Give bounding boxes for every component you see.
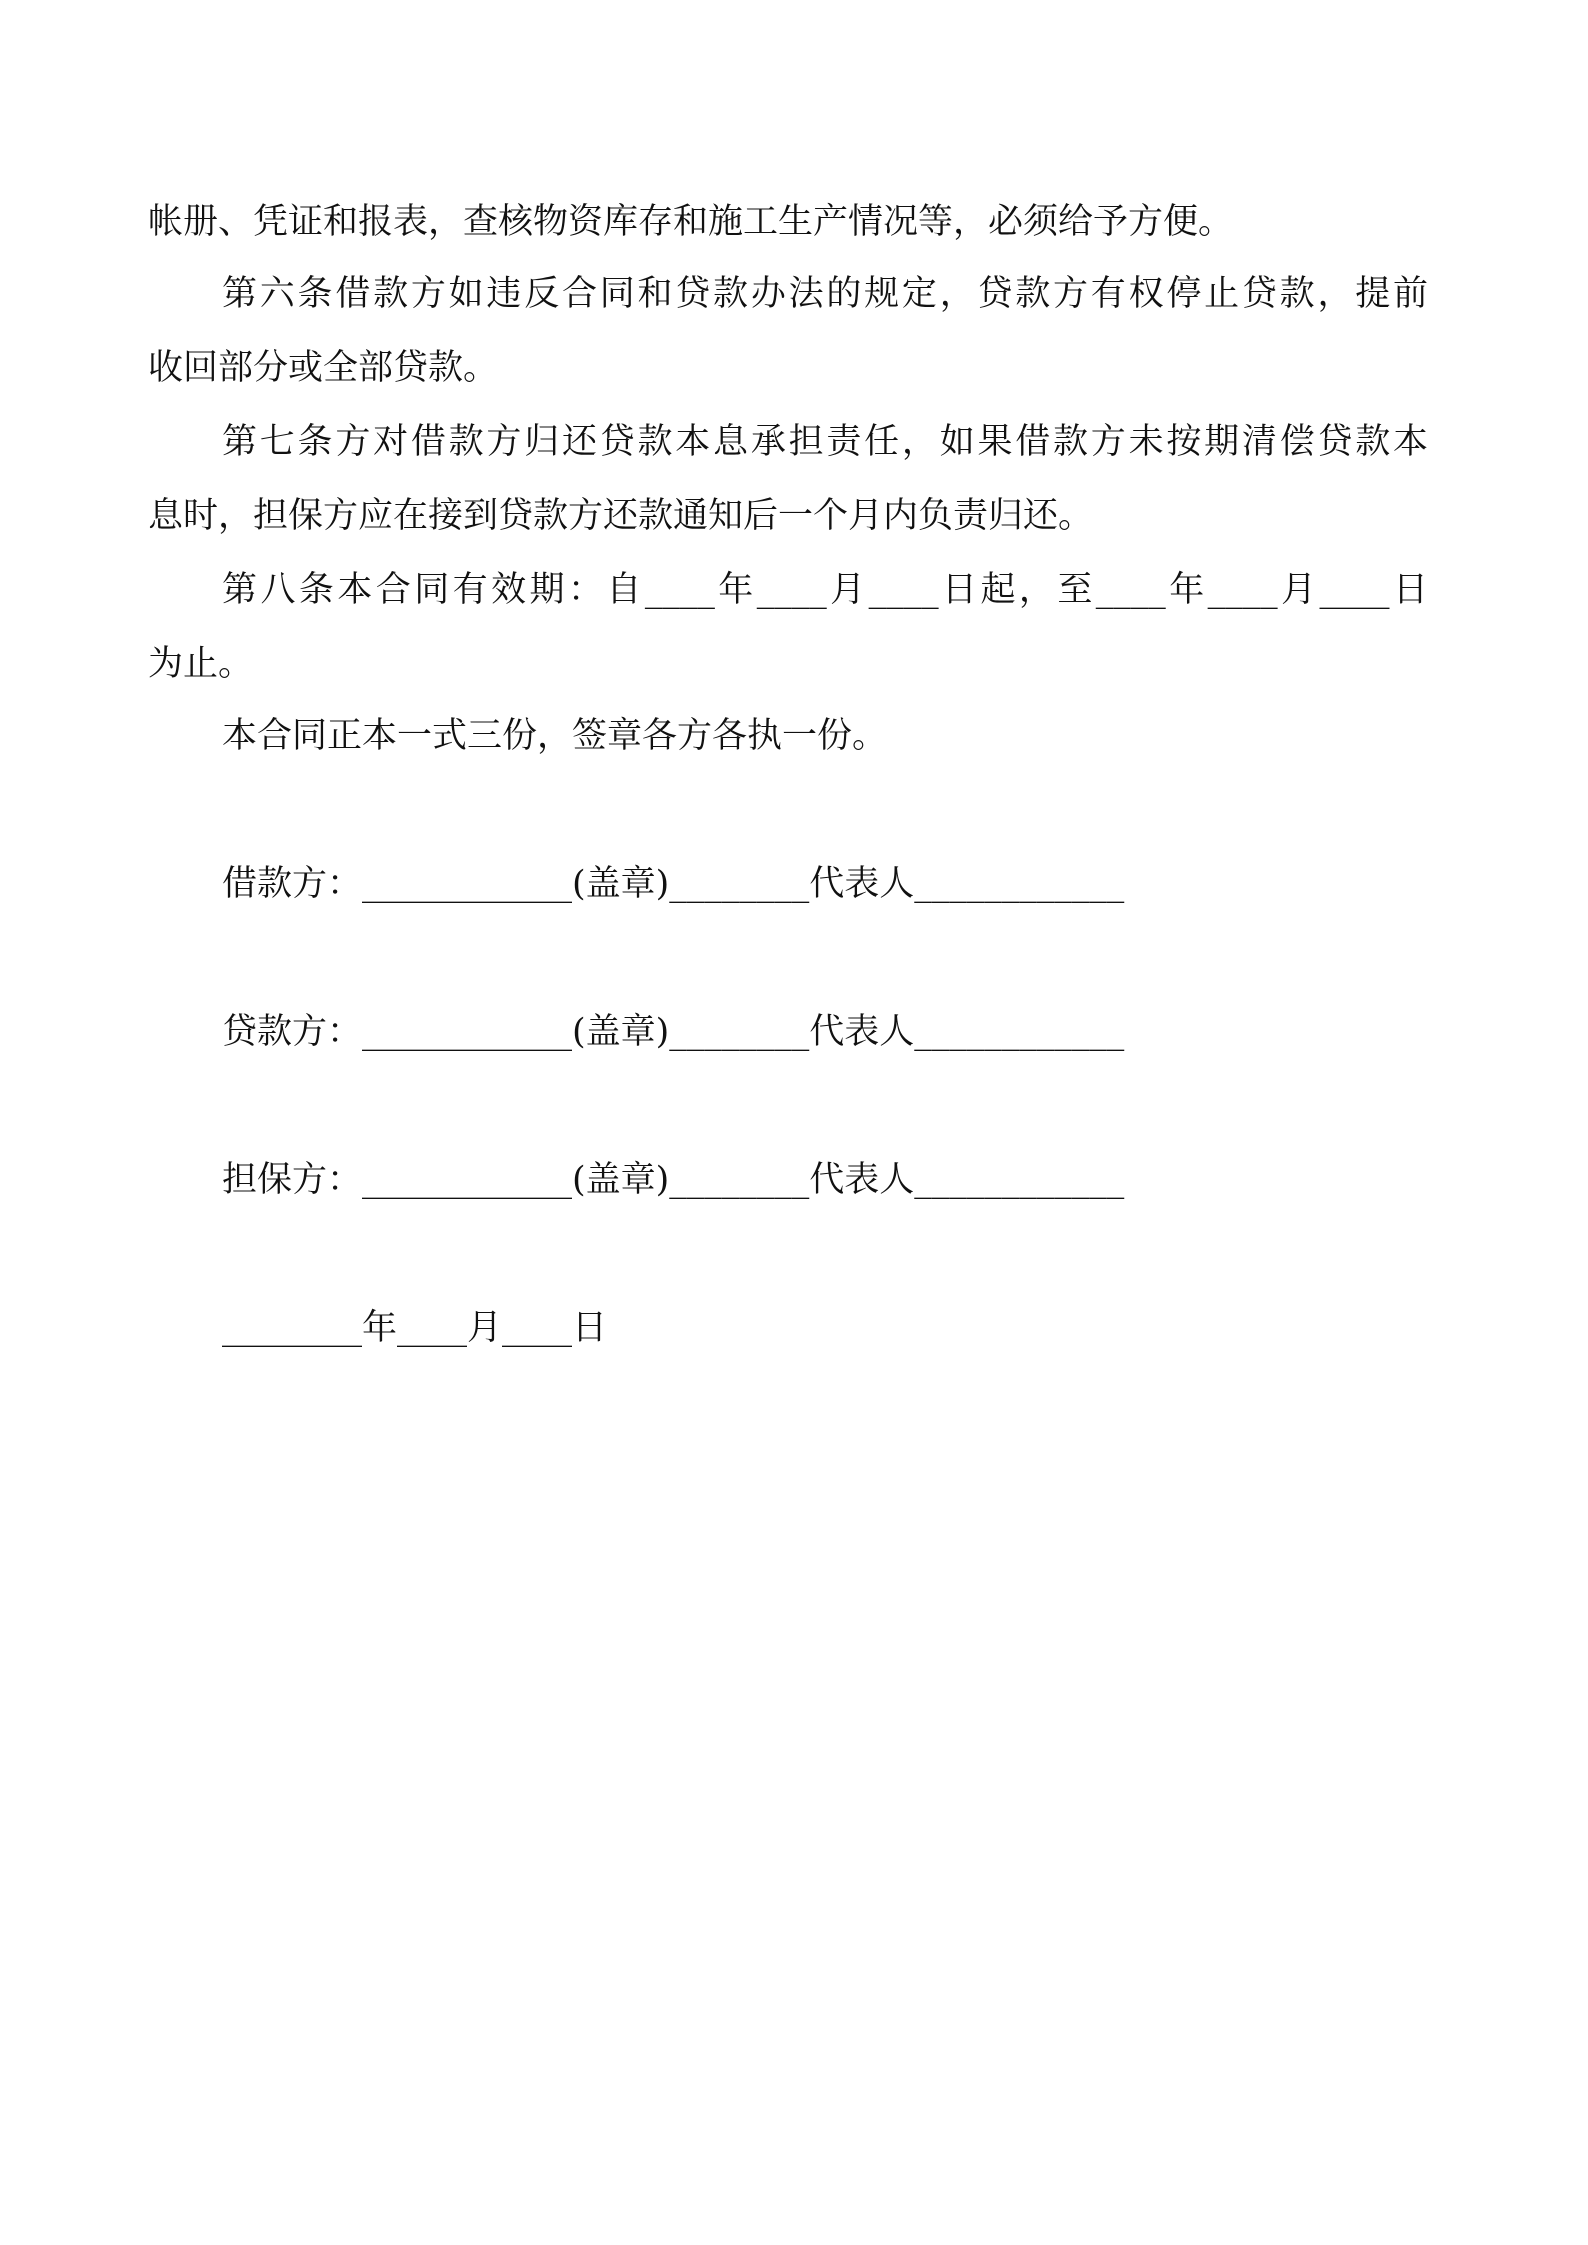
clause-7-line-1: 第七条方对借款方归还贷款本息承担责任，如果借款方未按期清偿贷款本 bbox=[222, 422, 1428, 462]
clause-6-line-1: 第六条借款方如违反合同和贷款办法的规定，贷款方有权停止贷款，提前 bbox=[222, 274, 1428, 314]
clause-6-line-2: 收回部分或全部贷款。 bbox=[148, 348, 499, 388]
date-line: ________年____月____日 bbox=[222, 1308, 608, 1348]
clause-5-line-1: 帐册、凭证和报表，查核物资库存和施工生产情况等，必须给予方便。 bbox=[148, 202, 1234, 242]
clause-8-line-2: 为止。 bbox=[148, 644, 254, 684]
guarantor-signature-line: 担保方：____________(盖章)________代表人____________ bbox=[222, 1160, 1125, 1200]
lender-signature-line: 贷款方：____________(盖章)________代表人____________ bbox=[222, 1012, 1125, 1052]
copies-note: 本合同正本一式三份，签章各方各执一份。 bbox=[222, 716, 888, 756]
clause-7-line-2: 息时，担保方应在接到贷款方还款通知后一个月内负责归还。 bbox=[148, 496, 1094, 536]
borrower-signature-line: 借款方：____________(盖章)________代表人____________ bbox=[222, 864, 1125, 904]
clause-8-line-1: 第八条本合同有效期：自____年____月____日起，至____年____月____日 bbox=[222, 570, 1428, 610]
